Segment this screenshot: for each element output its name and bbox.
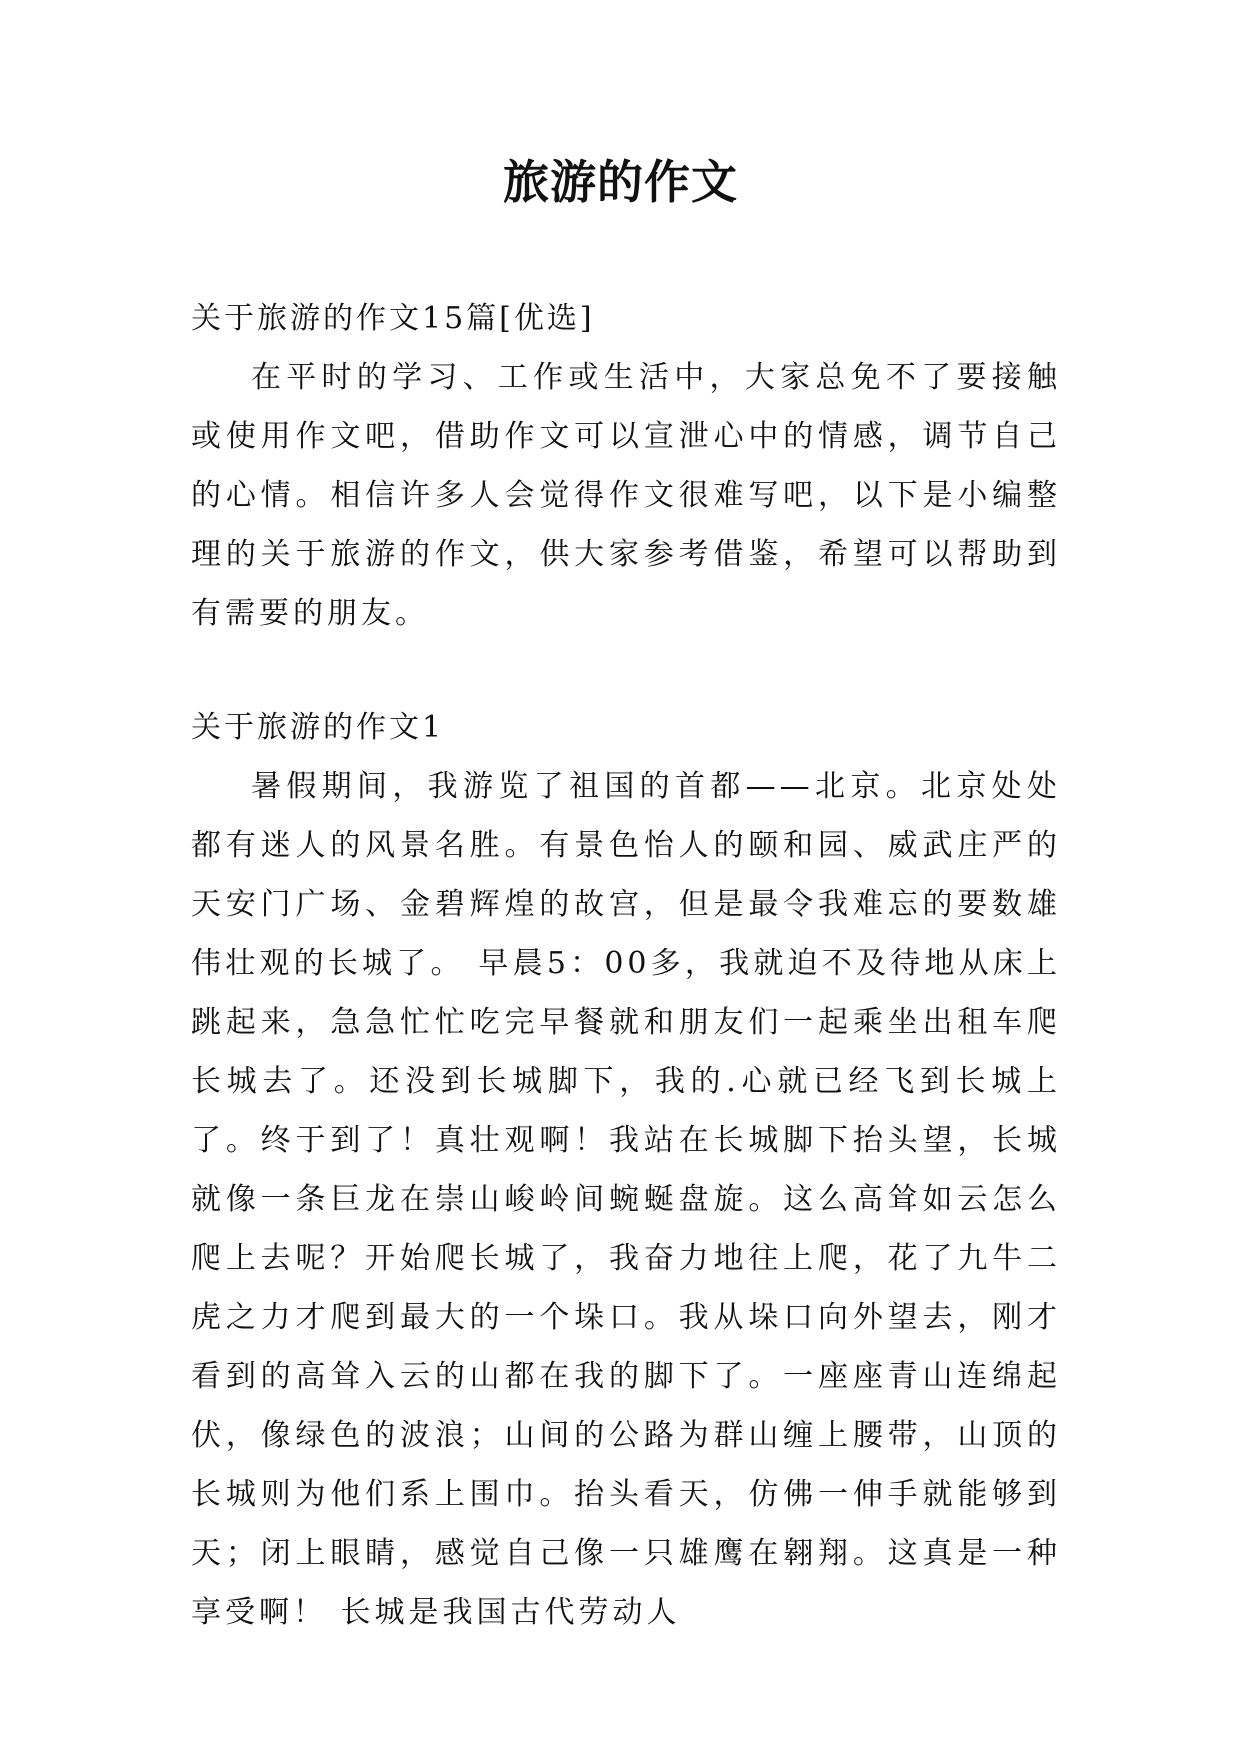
section-body-paragraph: 暑假期间，我游览了祖国的首都——北京。北京处处都有迷人的风景名胜。有景色怡人的颐和园、威武庄严的天安门广场、金碧辉煌的故宫，但是最令我难忘的要数雄伟壮观的长城了。 早晨5：00多，我就迫不及待地从床上跳起来，急急忙忙吃完早餐就和朋友们一起乘坐出租车爬长城去了。还没到长城脚下，我的.心就已经飞到长城上了。终于到了！真壮观啊！我站在长城脚下抬头望，长城就像一条巨龙在崇山峻岭间蜿蜒盘旋。这么高耸如云怎么爬上去呢？开始爬长城了，我奋力地往上爬，花了九牛二虎之力才爬到最大的一个垛口。我从垛口向外望去，刚才看到的高耸入云的山都在我的脚下了。一座座青山连绵起伏，像绿色的波浪；山间的公路为群山缠上腰带，山顶的长城则为他们系上围巾。抬头看天，仿佛一伸手就能够到天；闭上眼睛，感觉自己像一只雄鹰在翱翔。这真是一种享受啊！ 长城是我国古代劳动人	[191, 769, 1061, 1630]
document-title: 旅游的作文	[503, 155, 738, 209]
section-spacer	[191, 643, 1061, 698]
section-heading: 关于旅游的作文1	[191, 710, 445, 745]
document-content	[191, 289, 1061, 1642]
document-subtitle: 关于旅游的作文15篇[优选]	[191, 301, 595, 336]
intro-paragraph: 在平时的学习、工作或生活中，大家总免不了要接触或使用作文吧，借助作文可以宣泄心中的情感，调节自己的心情。相信许多人会觉得作文很难写吧，以下是小编整理的关于旅游的作文，供大家参考借鉴，希望可以帮助到有需要的朋友。	[191, 360, 1061, 631]
